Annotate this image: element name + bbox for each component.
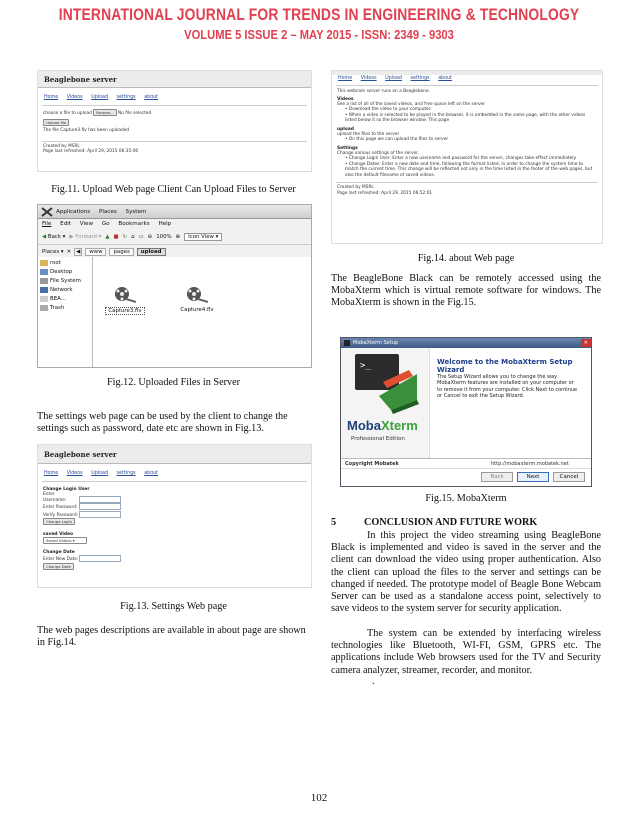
journal-volume: VOLUME 5 ISSUE 2 – MAY 2015 - ISSN: 2349 - 9303 [184, 27, 454, 42]
nav-upload[interactable]: Upload [91, 471, 108, 476]
fig11-server-title: Beaglebone server [38, 71, 311, 88]
film-reel-icon [113, 285, 137, 303]
drive-icon [40, 278, 48, 284]
nav-home[interactable]: Home [338, 76, 353, 81]
zoom-out-icon[interactable]: ⊖ [147, 234, 153, 240]
fig11-choose-label: choose a file to upload [43, 111, 92, 116]
forward-arrow-icon: ▶ [69, 234, 74, 240]
moba-url[interactable]: http://mobaxterm.mobatek.net [491, 461, 569, 467]
username-field[interactable] [79, 496, 121, 503]
back-button[interactable]: ◀ Back ▾ [42, 234, 66, 240]
conclusion-paragraph-1: In this project the video streaming using BeagleBone Black is implemented and video is saved in the server and the client can download the video using proper authentication. Also the client can upload the files to the server and settings can be changed if needed. The prototype model of Beagle Bone Webcam Server can be used as a standalone access point, selectively to save videos to the system server for security application. [331, 530, 601, 615]
bullet-dates: Change Dates: Enter a new date and time, following the format listed, in order to change the system time to match the current time. This change will be reflected not only in the time listed in the footer of the web pages, but also the default filename of saved videos. [345, 161, 593, 178]
moba-welcome: Welcome to the MobaXterm Setup Wizard [437, 358, 573, 374]
nav-about[interactable]: about [438, 76, 453, 81]
settings-paragraph: The settings web page can be used by the client to change the settings such as password, date etc are shown in Fig.13. [37, 411, 288, 435]
menu-system[interactable]: System [125, 208, 147, 215]
fig15-caption: Fig.15. MobaXterm [425, 493, 507, 504]
conclusion-paragraph-2: The system can be extended by interfacing wireless technologies like Bluetooth, WI-FI, GSM, GPRS etc. The applications include Web browsers used for the TV and Security camera analyzer, streamer, recorder, and monitor. [331, 628, 601, 676]
nav-upload[interactable]: Upload [91, 95, 108, 100]
nav-home[interactable]: Home [44, 471, 59, 476]
fig13-caption: Fig.13. Settings Web page [120, 601, 227, 612]
nav-about[interactable]: about [144, 95, 159, 100]
upload-file-button[interactable]: Upload file [43, 119, 69, 126]
change-date-button[interactable]: Change Date [43, 563, 74, 570]
fig14-caption: Fig.14. about Web page [417, 253, 515, 264]
page-number: 102 [310, 792, 328, 804]
fig11-refreshed: Page last refreshed: April 29, 2015 06:35:06 [43, 149, 139, 154]
change-date-heading: Change Date [43, 550, 75, 555]
moba-paragraph: The BeagleBone Black can be remotely accessed using the MobaXterm which is virtual remote software for windows. The MobaXterm is shown in the Fig.15. [331, 273, 601, 309]
username-label: Enter Username: [43, 492, 67, 503]
moba-description: The Setup Wizard allows you to change the way MobaXterm features are installed on your computer or to remove it from your computer. Click Next to continue or Cancel to exit the Setup Wizard. [437, 374, 578, 399]
saved-videos-select[interactable]: Saved Videos ▾ [43, 537, 87, 544]
saved-video-heading: saved Video [43, 531, 74, 537]
view-mode-select[interactable]: Icon View ▾ [184, 233, 222, 241]
moba-copyright: Copyright Mobatek [345, 461, 399, 467]
fig14-nav [332, 75, 602, 84]
nav-upload[interactable]: Upload [385, 76, 402, 81]
fig11-nav [38, 92, 311, 103]
distro-logo-icon [41, 207, 53, 217]
menu-go[interactable]: Go [101, 221, 110, 227]
upload-text: upload the files to the server [337, 131, 400, 137]
sidebar-item-bea[interactable]: BEA... [38, 295, 92, 304]
fm-files-area [93, 257, 311, 367]
places-dropdown[interactable]: Places ▾ [42, 248, 64, 255]
zoom-in-icon[interactable]: ⊕ [175, 234, 181, 240]
sidebar-item-root[interactable]: root [38, 259, 92, 268]
fm-sidebar [38, 257, 93, 368]
fm-menubar [38, 219, 311, 230]
section-title: CONCLUSION AND FUTURE WORK [364, 517, 538, 528]
nav-home[interactable]: Home [44, 95, 59, 100]
back-button[interactable]: Back [481, 472, 513, 482]
nav-videos[interactable]: Videos [360, 76, 377, 81]
close-sidebar-icon[interactable]: ✕ [66, 248, 72, 255]
back-arrow-icon: ◀ [42, 234, 47, 240]
svg-text:>_: >_ [360, 361, 371, 371]
path-upload[interactable]: upload [137, 248, 166, 256]
home-icon[interactable]: ⌂ [131, 234, 135, 240]
fig13-nav [38, 468, 311, 479]
upload-status: The file Capture3.flv has been uploaded [43, 128, 130, 133]
fm-toolbar [38, 230, 311, 245]
verify-password-label: Verify Password: [43, 512, 79, 518]
desktop-icon [40, 269, 48, 275]
moba-titlebar [341, 338, 591, 348]
section-number: 5 [331, 517, 337, 528]
bullet-play: When a video is selected to be played in the browser, it is embedded in the same page, with the other videos listed below it so the browser window. This page [345, 112, 586, 123]
password-field[interactable] [79, 503, 121, 510]
file-item[interactable]: Capture4.flv [177, 285, 217, 313]
fig12-caption: Fig.12. Uploaded Files in Server [107, 377, 240, 388]
bullet-login: Change Login User: Enter a new username and password for the server, changes take effect immediately. [348, 156, 577, 161]
terminal-logo-icon [351, 352, 421, 414]
cancel-button[interactable]: Cancel [553, 472, 585, 482]
sidebar-item-desktop[interactable]: Desktop [38, 268, 92, 277]
fig13-server-title: Beaglebone server [38, 445, 311, 464]
moba-edition: Professional Edition [351, 436, 405, 442]
menu-file[interactable]: File [42, 221, 52, 227]
no-file-label: No file selected. [118, 111, 153, 116]
path-pages[interactable]: pages [109, 248, 133, 256]
section-heading [331, 517, 537, 528]
close-icon: ✕ [583, 340, 588, 346]
about-intro: This webcam server runs on a Beaglebone. [337, 89, 430, 94]
upload-heading: upload [337, 126, 354, 132]
device-icon [40, 296, 48, 302]
nav-settings[interactable]: settings [116, 471, 136, 476]
change-login-heading: Change Login User [43, 487, 90, 492]
network-icon [40, 287, 48, 293]
new-date-field[interactable] [79, 555, 121, 562]
nav-settings[interactable]: settings [116, 95, 136, 100]
menu-help[interactable]: Help [158, 221, 172, 227]
sidebar-item-network[interactable]: Network [38, 286, 92, 295]
menu-edit[interactable]: Edit [60, 221, 71, 227]
nav-videos[interactable]: Videos [66, 95, 83, 100]
videos-heading: Videos [337, 96, 354, 102]
bullet-download: Download the video to your computer. [348, 107, 432, 112]
settings-text: Change various settings of the server. [337, 150, 419, 156]
moba-banner [341, 348, 430, 458]
moba-logo: MobaXterm [347, 418, 418, 433]
zoom-level: 100% [156, 234, 172, 240]
bullet-upload: On this page we can upload the files to server [348, 137, 449, 142]
menu-applications[interactable]: Applications [56, 208, 91, 215]
film-reel-icon [185, 285, 209, 303]
fig11-caption: Fig.11. Upload Web page Client Can Upload Files to Server [51, 184, 296, 195]
trailing-dot: . [372, 676, 375, 687]
moba-app-icon [344, 340, 350, 346]
trash-icon [40, 305, 48, 311]
menu-bookmarks[interactable]: Bookmarks [118, 221, 150, 227]
nav-about[interactable]: about [144, 471, 159, 476]
fig14-created: Created by MSRL [337, 185, 374, 190]
home-folder-icon [40, 260, 48, 266]
moba-window-title: MobaXterm Setup [353, 340, 399, 346]
new-date-label: Enter New Date: [43, 557, 79, 562]
about-paragraph: The web pages descriptions are available in about page are shown in Fig.14. [37, 625, 306, 649]
videos-text: See a list of all of the saved videos, and free space left on the server [337, 101, 486, 107]
sidebar-item-filesystem[interactable]: File System [38, 277, 92, 286]
gnome-top-panel [38, 205, 311, 219]
path-www[interactable]: www [85, 248, 106, 256]
file-item[interactable]: Capture3.flv [105, 285, 145, 315]
browse-button[interactable]: Browse... [93, 109, 116, 116]
computer-icon[interactable]: ▭ [138, 234, 144, 240]
fig14-screenshot: Home Videos Upload settings about This webcam server runs on a Beaglebone. Videos See a list of all of the saved videos, and free space left on the server • Download the video to your computer. • When a video is selected to be played in the browser, it is embedded in the same page, with the other videos listed below it so the browser window. This page upload upload the files to the server • On this page we can upload the files to server Settings Change various settings of the server. • Change Login User: Enter a new username and password for the server, changes take effect immediately. • Change Dates: Enter a new date and time, following the format listed, in order to change the system time to match the current time. This change will be reflected not only in the time listed in the footer of the web pages, but also the default filename of saved videos. Created by MSRL Page last refreshed: April 29, 2015 06:52:01 [331, 70, 603, 244]
up-arrow-icon[interactable]: ▲ [105, 234, 110, 240]
forward-button[interactable]: ▶ Forward ▾ [69, 234, 102, 240]
menu-view[interactable]: View [79, 221, 94, 227]
settings-heading: Settings [337, 145, 358, 151]
next-button[interactable]: Next [517, 472, 549, 482]
password-label: Enter Password: [43, 505, 78, 510]
path-left-icon[interactable]: ◀ [76, 248, 81, 255]
change-login-button[interactable]: Change Login [43, 518, 75, 525]
fig13-screenshot [37, 444, 312, 588]
fig11-screenshot [37, 70, 312, 172]
reload-icon[interactable]: ↻ [122, 234, 128, 240]
sidebar-item-trash[interactable]: Trash [38, 304, 92, 313]
fig12-screenshot [37, 204, 312, 368]
stop-icon[interactable]: ■ [113, 234, 119, 240]
verify-password-field[interactable] [79, 511, 121, 518]
menu-places[interactable]: Places [98, 208, 117, 215]
journal-title: INTERNATIONAL JOURNAL FOR TRENDS IN ENGINEERING & TECHNOLOGY [58, 6, 580, 24]
close-window-button[interactable] [581, 339, 591, 347]
fig14-refreshed: Page last refreshed: April 29, 2015 06:52:01 [337, 190, 433, 196]
fig15-screenshot [340, 337, 592, 487]
nav-videos[interactable]: Videos [66, 471, 83, 476]
fig11-created: Created by MSRL [43, 143, 80, 149]
nav-settings[interactable]: settings [410, 76, 430, 81]
